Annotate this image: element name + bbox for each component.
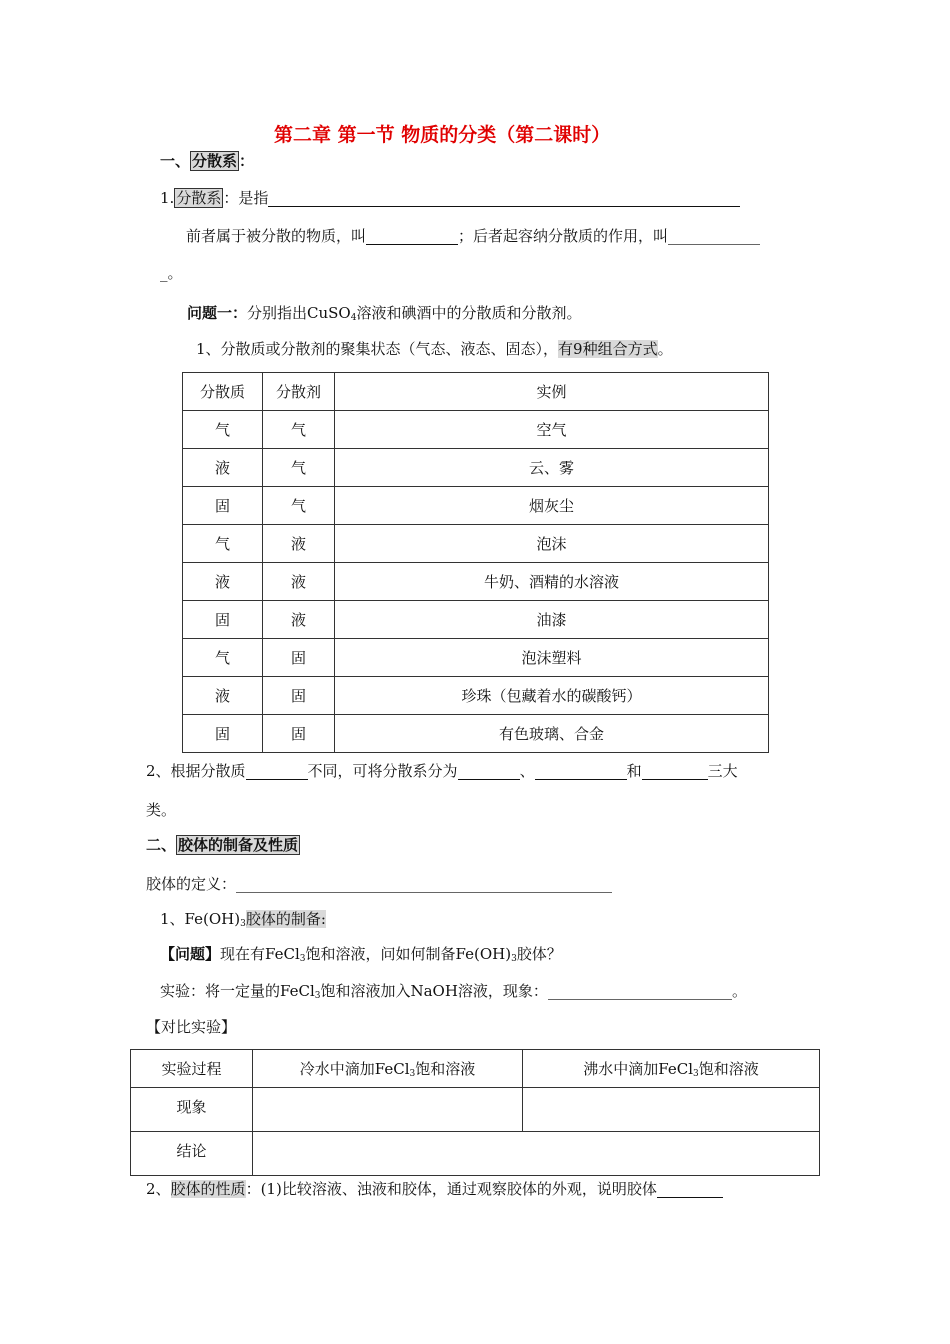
table-row: [183, 639, 769, 677]
problem-label: 【问题】: [160, 945, 221, 963]
cell-phase: 液: [183, 677, 263, 715]
cell-conclusion[interactable]: [253, 1132, 820, 1176]
prep-b: 胶体的制备:: [245, 910, 326, 928]
section2-heading: [146, 838, 300, 853]
blank-type3[interactable]: [642, 764, 708, 780]
item2-a: 2、根据分散质: [146, 762, 246, 780]
problem-sub2: 3: [511, 954, 517, 964]
cell-example: 泡沫塑料: [335, 639, 769, 677]
problem-sub1: 3: [299, 954, 306, 964]
prep-sub: 3: [240, 919, 246, 929]
cell-example: 云、雾: [335, 449, 769, 487]
item1-number: 1.: [160, 189, 175, 207]
states-intro-highlight: 有9种组合方式: [558, 340, 658, 358]
preparation-heading: [160, 912, 326, 929]
cell-example: 泡沫: [335, 525, 769, 563]
cell-example: 空气: [335, 411, 769, 449]
question1-text-b: 溶液和碘酒中的分散质和分散剂。: [356, 304, 582, 322]
cell-example: 油漆: [335, 601, 769, 639]
colloid-definition-label: 胶体的定义：: [146, 875, 237, 893]
cell-medium: 液: [263, 563, 335, 601]
blank-basis[interactable]: [246, 764, 308, 780]
states-table: [182, 372, 769, 753]
item1-line3: _。: [160, 264, 183, 282]
table-row: [183, 563, 769, 601]
question1-label: 问题一：: [187, 304, 248, 322]
table-row: [183, 677, 769, 715]
header-process: 实验过程: [131, 1050, 253, 1088]
cell-phase: 固: [183, 487, 263, 525]
table-row: [183, 487, 769, 525]
phenomenon-row: [131, 1088, 820, 1132]
item2-d: 和: [626, 762, 642, 780]
item1-line2-a: 前者属于被分散的物质，叫: [186, 227, 367, 245]
cell-example: 牛奶、酒精的水溶液: [335, 563, 769, 601]
row-label-conclusion: 结论: [131, 1132, 253, 1176]
cell-medium: 气: [263, 487, 335, 525]
experiment-sub: 3: [314, 991, 321, 1001]
states-intro-a: 1、分散质或分散剂的聚集状态（气态、液态、固态），: [196, 340, 559, 358]
cell-phase: 固: [183, 601, 263, 639]
conclusion-row: [131, 1132, 820, 1176]
comparison-table: [130, 1049, 820, 1176]
blank-phenomenon[interactable]: [548, 984, 732, 1000]
states-intro-c: 。: [657, 340, 673, 358]
blank-type1[interactable]: [458, 764, 520, 780]
problem-c: 胶体？: [516, 945, 562, 963]
properties-a: 2、: [146, 1180, 171, 1198]
item2-line1: [146, 764, 738, 780]
cell-medium: 液: [263, 525, 335, 563]
cell-medium: 固: [263, 677, 335, 715]
header-boiling-water: 沸水中滴加FeCl$_3$饱和溶液: [523, 1050, 820, 1088]
properties-term: 胶体的性质: [170, 1180, 246, 1198]
item2-c: 、: [519, 762, 535, 780]
section1-prefix: 一、: [160, 152, 191, 170]
experiment-b: 饱和溶液加入NaOH溶液，现象：: [320, 982, 548, 1000]
cell-cold-phenomenon[interactable]: [253, 1088, 523, 1132]
section2-title: 胶体的制备及性质: [178, 836, 299, 854]
header-dispersed-phase: 分散质: [183, 373, 263, 411]
cell-phase: 气: [183, 525, 263, 563]
question1-text-a: 分别指出CuSO: [247, 304, 351, 322]
item2-b: 不同，可将分散系分为: [307, 762, 458, 780]
cell-medium: 固: [263, 639, 335, 677]
experiment: [160, 984, 747, 1001]
header-cold-water: 冷水中滴加FeCl$_3$饱和溶液: [253, 1050, 523, 1088]
table-row: [183, 449, 769, 487]
section1-heading: [160, 154, 254, 169]
section1-title: 分散系: [192, 152, 238, 170]
states-intro: [196, 342, 673, 357]
problem-a: 现在有FeCl: [220, 945, 300, 963]
cell-phase: 气: [183, 411, 263, 449]
cell-example: 珍珠（包藏着水的碳酸钙）: [335, 677, 769, 715]
blank-dispersed-phase[interactable]: [366, 229, 458, 245]
problem: [160, 947, 562, 964]
row-label-phenomenon: 现象: [131, 1088, 253, 1132]
properties-b: ：: [245, 1180, 261, 1198]
item1-line2: [186, 229, 760, 245]
item1-line2-b: ；后者起容纳分散质的作用，叫: [458, 227, 669, 245]
question1: [187, 306, 581, 323]
problem-b: 饱和溶液，问如何制备Fe(OH): [305, 945, 512, 963]
header-example: 实例: [335, 373, 769, 411]
comparison-header-row: [131, 1050, 820, 1088]
cell-medium: 固: [263, 715, 335, 753]
properties-c: (1)比较溶液、浊液和胶体，通过观察胶体的外观，说明胶体: [260, 1180, 657, 1198]
blank-colloid-definition[interactable]: [236, 877, 612, 893]
item2-e: 三大: [707, 762, 738, 780]
cell-example: 烟灰尘: [335, 487, 769, 525]
item1-term: 分散系: [176, 189, 222, 207]
cell-example: 有色玻璃、合金: [335, 715, 769, 753]
compare-label: 【对比实验】: [146, 1018, 237, 1036]
item1-text: ：是指: [223, 189, 269, 207]
cell-medium: 气: [263, 411, 335, 449]
blank-definition[interactable]: [268, 191, 740, 207]
cell-boil-phenomenon[interactable]: [523, 1088, 820, 1132]
experiment-c: 。: [731, 982, 747, 1000]
blank-type2[interactable]: [535, 764, 627, 780]
table-header-row: [183, 373, 769, 411]
table-row: [183, 715, 769, 753]
section2-prefix: 二、: [146, 836, 177, 854]
cell-phase: 固: [183, 715, 263, 753]
section1-colon: ：: [239, 152, 255, 170]
table-row: [183, 525, 769, 563]
blank-colloid-appearance[interactable]: [657, 1182, 723, 1198]
cell-phase: 液: [183, 449, 263, 487]
properties: [146, 1182, 723, 1198]
item2-line2: 类。: [146, 801, 177, 819]
experiment-a: 实验：将一定量的FeCl: [160, 982, 315, 1000]
table-row: [183, 411, 769, 449]
cell-phase: 液: [183, 563, 263, 601]
table-row: [183, 601, 769, 639]
prep-a: 1、Fe(OH): [160, 910, 241, 928]
cell-medium: 气: [263, 449, 335, 487]
colloid-definition: [146, 877, 612, 893]
header-dispersion-medium: 分散剂: [263, 373, 335, 411]
cell-phase: 气: [183, 639, 263, 677]
page-title: 第二章 第一节 物质的分类（第二课时）: [274, 124, 611, 146]
cell-medium: 液: [263, 601, 335, 639]
question1-sub: 4: [350, 313, 357, 323]
blank-dispersion-medium[interactable]: [668, 229, 760, 245]
item1-line1: [160, 191, 740, 207]
